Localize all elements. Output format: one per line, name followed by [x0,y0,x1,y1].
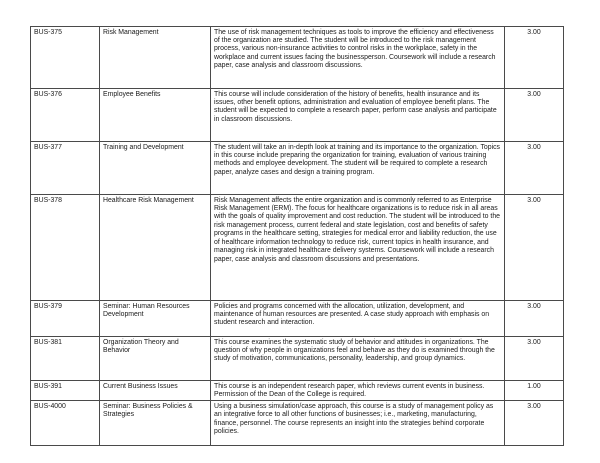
course-code: BUS-375 [31,27,100,89]
course-credits: 3.00 [505,301,564,337]
course-code: BUS-4000 [31,401,100,446]
course-description: The use of risk management techniques as tools to improve the efficiency and effectiveness of the organization are studied. The student will be introduced to the risk management process, various non-insurance activities to control risks in the workplace, safety in the workplace and current issues facing the businessperson. Coursework will include a research paper, case analysis and classroom discussions. [211,27,505,89]
table-row [31,337,564,381]
course-title: Risk Management [100,27,211,89]
course-title: Seminar: Business Policies & Strategies [100,401,211,446]
course-credits: 3.00 [505,27,564,89]
course-credits: 3.00 [505,401,564,446]
course-description: This course will include consideration of the history of benefits, health insurance and its issues, other benefit options, administration and evaluation of employee benefit plans. The student will be expected to complete a research paper, perform case analysis and participate in classroom discussions. [211,89,505,142]
course-credits: 3.00 [505,142,564,195]
course-code: BUS-381 [31,337,100,381]
course-description: This course is an independent research paper, which reviews current events in business. Permission of the Dean of the College is required. [211,381,505,401]
course-description: Policies and programs concerned with the allocation, utilization, development, and maintenance of human resources are presented. A case study approach with emphasis on student research and interaction. [211,301,505,337]
course-title: Employee Benefits [100,89,211,142]
course-title: Organization Theory and Behavior [100,337,211,381]
course-credits: 3.00 [505,195,564,301]
course-description: Risk Management affects the entire organization and is commonly referred to as Enterprise Risk Management (ERM). The focus for healthcare organizations is to reduce risk in all areas with the goals of quality improvement and cost reduction. The student will be introduced to the risk management process, current federal and state legislation, cost and benefits of safety programs in the healthcare setting, strategies for medical error and liability reduction, the use of healthcare information technology to reduce risk, current topics in health insurance, and managing risk in integrated healthcare delivery systems. Coursework will include a research paper, case analysis and classroom discussions and presentations. [211,195,505,301]
course-description: The student will take an in-depth look at training and its importance to the organization. Topics in this course include preparing the organization for training, evaluation of various training methods and employee development. The student will be required to complete a research paper, analyze cases and design a training program. [211,142,505,195]
course-credits: 1.00 [505,381,564,401]
course-credits: 3.00 [505,89,564,142]
table-row [31,195,564,301]
course-title: Healthcare Risk Management [100,195,211,301]
course-credits: 3.00 [505,337,564,381]
course-code: BUS-377 [31,142,100,195]
table-row [31,142,564,195]
course-description: Using a business simulation/case approach, this course is a study of management policy as an integrative force to all other functions of businesses; i.e., marketing, manufacturing, finance, personnel. The course represents an insight into the strategies behind corporate policies. [211,401,505,446]
course-code: BUS-376 [31,89,100,142]
course-title: Training and Development [100,142,211,195]
course-code: BUS-379 [31,301,100,337]
course-table [30,26,564,446]
table-row [31,381,564,401]
table-row [31,27,564,89]
course-code: BUS-378 [31,195,100,301]
course-title: Seminar: Human Resources Development [100,301,211,337]
table-row [31,89,564,142]
table-row [31,401,564,446]
course-description: This course examines the systematic study of behavior and attitudes in organizations. The question of why people in organizations feel and behave as they do is examined through the study of motivation, communications, personality, leadership, and group dynamics. [211,337,505,381]
course-code: BUS-391 [31,381,100,401]
table-row [31,301,564,337]
course-title: Current Business Issues [100,381,211,401]
